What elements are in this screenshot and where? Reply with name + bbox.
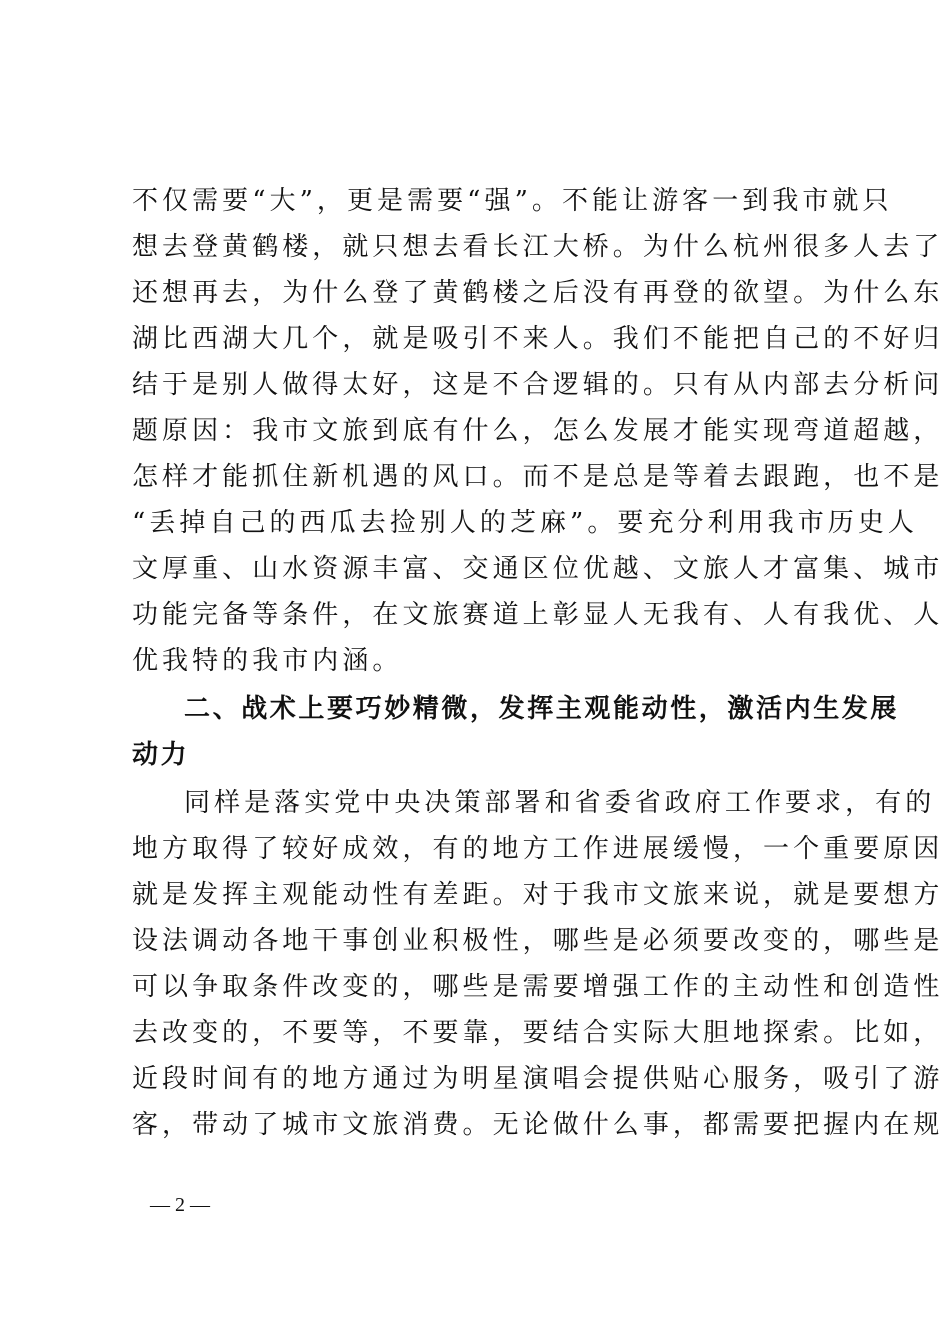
paragraph-line: 不仅需要“大”，更是需要“强”。不能让游客一到我市就只 [132, 186, 893, 216]
paragraph-line: 还想再去，为什么登了黄鹤楼之后没有再登的欲望。为什么东 [132, 278, 944, 308]
page-number: — 2 — [150, 1194, 210, 1216]
paragraph-line: 结于是别人做得太好，这是不合逻辑的。只有从内部去分析问 [132, 370, 944, 400]
paragraph-line: 设法调动各地干事创业积极性，哪些是必须要改变的，哪些是 [132, 926, 944, 956]
paragraph-line: 优我特的我市内涵。 [132, 646, 403, 676]
paragraph-line: 想去登黄鹤楼，就只想去看长江大桥。为什么杭州很多人去了 [132, 232, 944, 262]
paragraph-line: 去改变的，不要等，不要靠，要结合实际大胆地探索。比如， [132, 1018, 944, 1048]
paragraph-line: 怎样才能抓住新机遇的风口。而不是总是等着去跟跑，也不是 [132, 462, 944, 492]
heading-line: 动力 [132, 740, 190, 770]
paragraph-line: 近段时间有的地方通过为明星演唱会提供贴心服务，吸引了游 [132, 1064, 944, 1094]
paragraph-line: 同样是落实党中央决策部署和省委省政府工作要求，有的 [184, 788, 936, 818]
paragraph-line: “丢掉自己的西瓜去捡别人的芝麻”。要充分利用我市历史人 [132, 508, 918, 538]
paragraph-line: 文厚重、山水资源丰富、交通区位优越、文旅人才富集、城市 [132, 554, 944, 584]
heading-line: 二、战术上要巧妙精微，发挥主观能动性，激活内生发展 [184, 694, 900, 724]
paragraph-line: 题原因：我市文旅到底有什么，怎么发展才能实现弯道超越， [132, 416, 944, 446]
paragraph-line: 就是发挥主观能动性有差距。对于我市文旅来说，就是要想方 [132, 880, 944, 910]
paragraph-line: 湖比西湖大几个，就是吸引不来人。我们不能把自己的不好归 [132, 324, 944, 354]
paragraph-line: 功能完备等条件，在文旅赛道上彰显人无我有、人有我优、人 [132, 600, 944, 630]
paragraph-line: 地方取得了较好成效，有的地方工作进展缓慢，一个重要原因 [132, 834, 944, 864]
paragraph-line: 客，带动了城市文旅消费。无论做什么事，都需要把握内在规 [132, 1110, 944, 1140]
paragraph-line: 可以争取条件改变的，哪些是需要增强工作的主动性和创造性 [132, 972, 944, 1002]
